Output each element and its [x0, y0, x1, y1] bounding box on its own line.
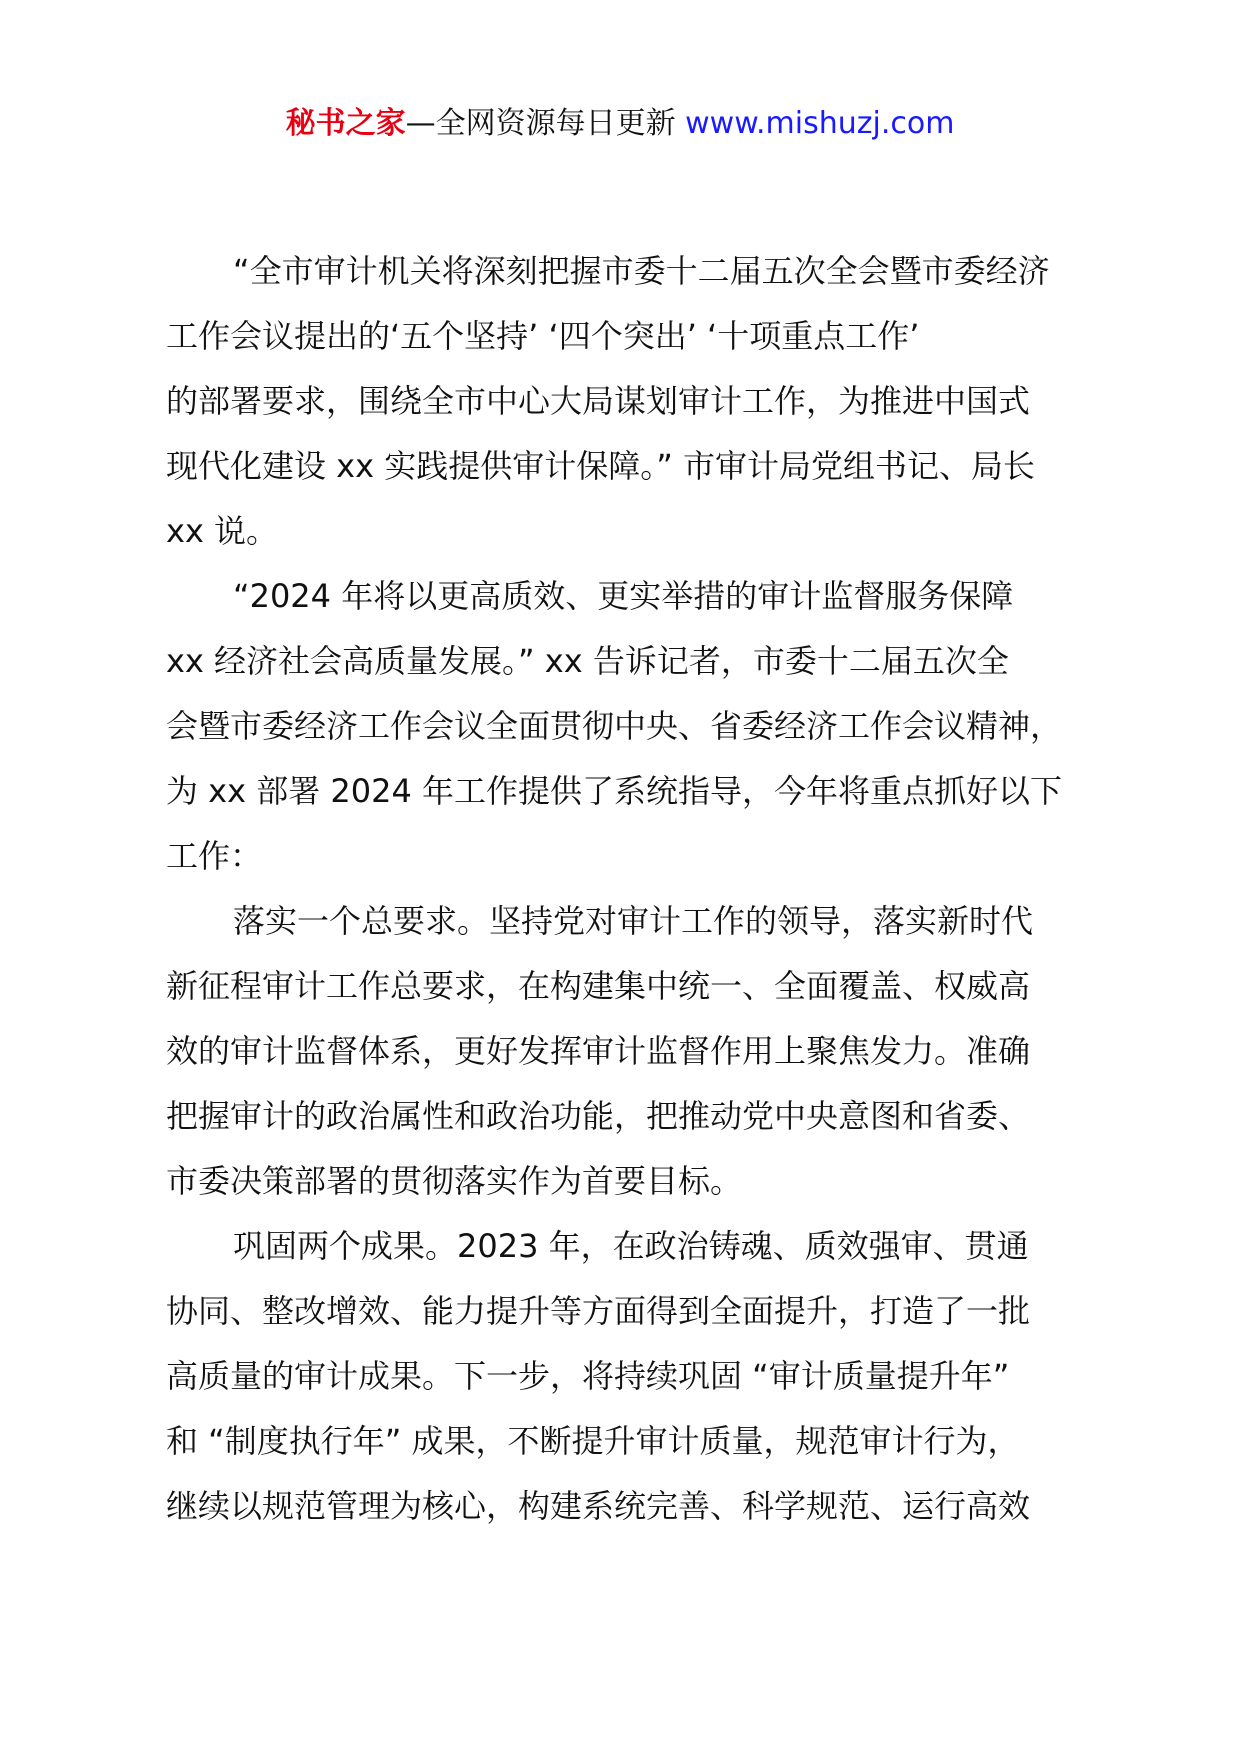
paragraph-2-line-2: xx 经济社会高质量发展。” xx 告诉记者，市委十二届五次全: [166, 642, 1009, 680]
paragraph-4-line-5: 继续以规范管理为核心，构建系统完善、科学规范、运行高效: [166, 1487, 1031, 1525]
paragraph-1-line-5: xx 说。: [166, 512, 279, 550]
paragraph-2-line-1: “2024 年将以更高质效、更实举措的审计监督服务保障: [233, 577, 1014, 615]
paragraph-1-line-3: 的部署要求，围绕全市中心大局谋划审计工作，为推进中国式: [166, 382, 1031, 420]
paragraph-1-line-2: 工作会议提出的‘五个坚持’ ‘四个突出’ ‘十项重点工作’: [166, 317, 920, 355]
paragraph-2-line-3: 会暨市委经济工作会议全面贯彻中央、省委经济工作会议精神，: [166, 707, 1063, 745]
paragraph-3-line-2: 新征程审计工作总要求，在构建集中统一、全面覆盖、权威高: [166, 967, 1031, 1005]
paragraph-4-line-2: 协同、整改增效、能力提升等方面得到全面提升，打造了一批: [166, 1292, 1031, 1330]
paragraph-3-line-3: 效的审计监督体系，更好发挥审计监督作用上聚焦发力。准确: [166, 1032, 1031, 1070]
brand-name: 秘书之家: [285, 106, 406, 141]
paragraph-1-line-1: “全市审计机关将深刻把握市委十二届五次全会暨市委经济: [233, 252, 1050, 290]
paragraph-4-line-3: 高质量的审计成果。下一步，将持续巩固 “审计质量提升年”: [166, 1357, 1010, 1395]
paragraph-4-line-1: 巩固两个成果。2023 年，在政治铸魂、质效强审、贯通: [233, 1227, 1029, 1265]
paragraph-3-line-5: 市委决策部署的贯彻落实作为首要目标。: [166, 1162, 743, 1200]
paragraph-3-line-4: 把握审计的政治属性和政治功能，把推动党中央意图和省委、: [166, 1097, 1031, 1135]
site-url-link[interactable]: www.mishuzj.com: [685, 106, 955, 141]
page-header: [0, 102, 1240, 146]
paragraph-1-line-4: 现代化建设 xx 实践提供审计保障。” 市审计局党组书记、局长: [166, 447, 1035, 485]
document-body: [166, 239, 1086, 1539]
paragraph-4-line-4: 和 “制度执行年” 成果，不断提升审计质量，规范审计行为，: [166, 1422, 1020, 1460]
paragraph-2-line-5: 工作：: [166, 837, 263, 875]
header-tagline: —全网资源每日更新: [405, 106, 686, 141]
paragraph-2-line-4: 为 xx 部署 2024 年工作提供了系统指导，今年将重点抓好以下: [166, 772, 1063, 810]
paragraph-3-line-1: 落实一个总要求。坚持党对审计工作的领导，落实新时代: [233, 902, 1034, 940]
